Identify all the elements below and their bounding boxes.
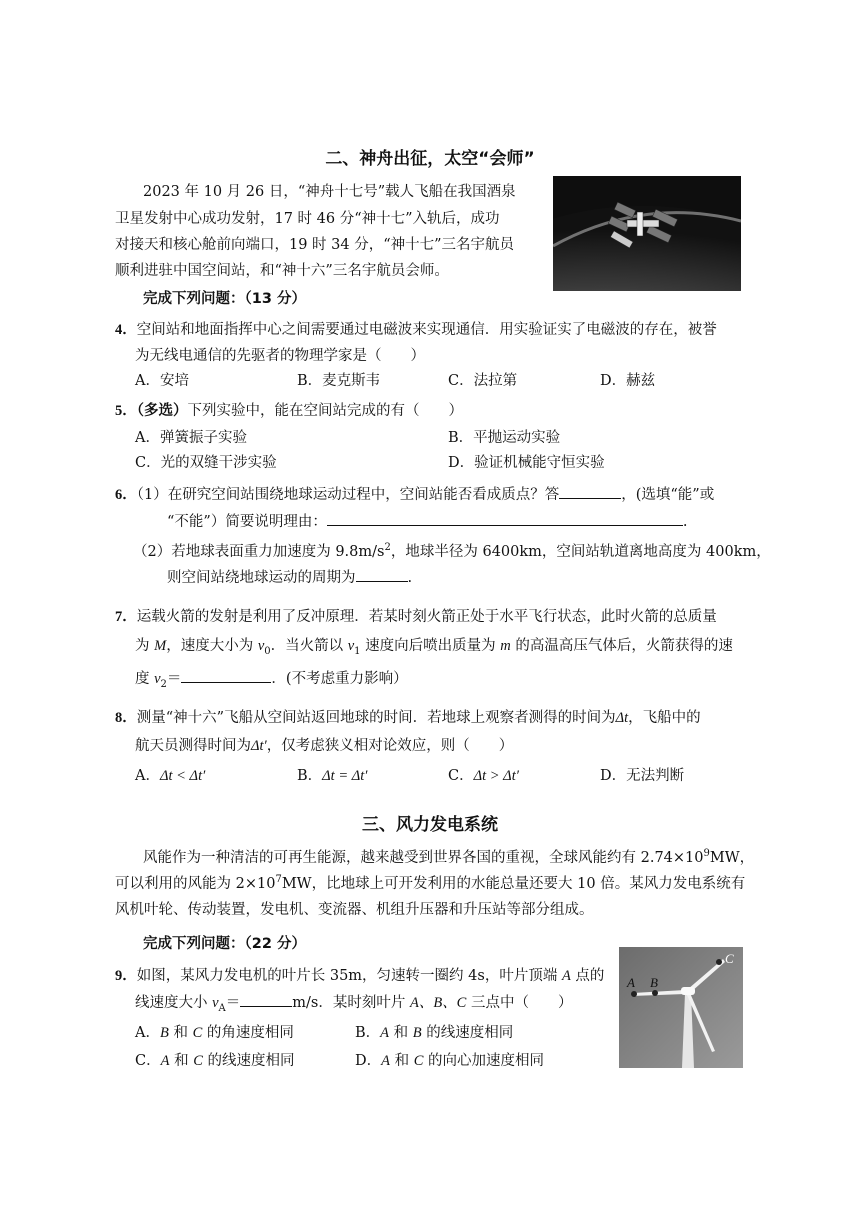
section2-prompt: 完成下列问题：（13 分） (143, 291, 306, 307)
q8-option-c: C．Δt > Δt′ (448, 768, 519, 784)
q6-part1-line1: 6．（1）在研究空间站围绕地球运动过程中，空间站能否看成质点？答 ，(选填“能”或 (115, 483, 714, 504)
q7-line-2: 为 M，速度大小为 $v_0$．当火箭以 $v_1$ 速度向后喷出质量为 m 的高温高压气体后，火箭获得的速 (135, 638, 733, 657)
q5-option-d: D．验证机械能守恒实验 (448, 455, 605, 471)
section-title-2: 二、神舟出征，太空“会师” (325, 149, 535, 169)
sec3-intro-line-1: 风能作为一种清洁的可再生能源，越来越受到世界各国的重视，全球风能约有 $2.74\times 10^9MW$， (143, 848, 755, 866)
q9-line-2: 线速度大小 $v_A= m/s$．某时刻叶片 A、B、C 三点中（ ） (135, 991, 572, 1014)
q6-part2-line2: 则空间站绕地球运动的周期为 . (167, 566, 412, 587)
intro-line-3: 对接天和核心舱前向端口，19 时 34 分，“神十七”三名宇航员 (115, 237, 515, 253)
q6-part2-line1: （2）若地球表面重力加速度为 $9.8m/s^2$，地球半径为 6400km，空间站轨道离地高度为 400km， (133, 542, 771, 560)
q9-line-1: 9．如图，某风力发电机的叶片长 35m，匀速转一圈约 4s，叶片顶端 A 点的 (115, 968, 605, 984)
q5-stem: 5．（多选）下列实验中，能在空间站完成的有（ ） (115, 403, 463, 419)
wind-turbine-photo (619, 947, 743, 1068)
intro-line-2: 卫星发射中心成功发射，17 时 46 分“神十七”入轨后，成功 (115, 211, 500, 227)
figure-label-b: B (650, 975, 658, 990)
q7-line-3: 度 $v_2=$ ．(不考虑重力影响） (135, 667, 408, 690)
q8-option-d: D．无法判断 (600, 768, 685, 784)
q9-option-c: C．A 和 C 的线速度相同 (135, 1053, 295, 1069)
q8-line-1: 8．测量“神十六”飞船从空间站返回地球的时间．若地球上观察者测得的时间为Δt，飞船中的 (115, 710, 701, 726)
q4-line-2: 为无线电通信的先驱者的物理学家是（ ） (135, 348, 425, 364)
q6-period-blank[interactable] (356, 567, 408, 582)
q7-velocity-blank[interactable] (181, 668, 271, 683)
space-station-photo (553, 176, 741, 291)
q8-option-b: B．Δt = Δt′ (297, 768, 368, 784)
q6-part1-line2: “不能”）简要说明理由： . (167, 510, 687, 531)
q9-option-d: D．A 和 C 的向心加速度相同 (355, 1053, 544, 1069)
q5-option-a: A．弹簧振子实验 (135, 430, 247, 446)
q4-option-a: A．安培 (135, 373, 189, 389)
q9-option-a: A．B 和 C 的角速度相同 (135, 1025, 294, 1041)
section3-prompt: 完成下列问题：（22 分） (143, 936, 306, 952)
q4-option-d: D．赫兹 (600, 373, 656, 389)
q9-option-b: B．A 和 B 的线速度相同 (355, 1025, 514, 1041)
sec3-intro-line-2: 可以利用的风能为 $2\times 10^7MW$，比地球上可开发利用的水能总量还要大 10 倍。某风力发电系统有 (115, 874, 746, 892)
q9-velocity-blank[interactable] (240, 992, 292, 1007)
intro-line-4: 顺利进驻中国空间站，和“神十六”三名宇航员会师。 (115, 263, 449, 279)
section-title-3: 三、风力发电系统 (362, 815, 498, 835)
q4-line-1: 4．空间站和地面指挥中心之间需要通过电磁波来实现通信．用实验证实了电磁波的存在，被誉 (115, 322, 717, 338)
sec3-intro-line-3: 风机叶轮、传动装置，发电机、变流器、机组升压器和升压站等部分组成。 (115, 902, 594, 918)
q8-line-2: 航天员测得时间为Δt′，仅考虑狭义相对论效应，则（ ） (135, 738, 514, 754)
figure-label-c: C (725, 951, 734, 966)
q7-line-1: 7．运载火箭的发射是利用了反冲原理．若某时刻火箭正处于水平飞行状态，此时火箭的总质量 (115, 609, 717, 625)
q4-option-b: B．麦克斯韦 (297, 373, 381, 389)
intro-line-1: 2023 年 10 月 26 日，“神舟十七号”载人飞船在我国酒泉 (143, 184, 516, 200)
q5-option-c: C．光的双缝干涉实验 (135, 455, 277, 471)
q8-option-a: A．Δt < Δt′ (135, 768, 206, 784)
q6-reason-blank[interactable] (327, 511, 683, 526)
figure-label-a: A (627, 975, 635, 990)
q5-option-b: B．平抛运动实验 (448, 430, 561, 446)
q6-answer-blank-1[interactable] (559, 484, 621, 499)
q4-option-c: C．法拉第 (448, 373, 518, 389)
